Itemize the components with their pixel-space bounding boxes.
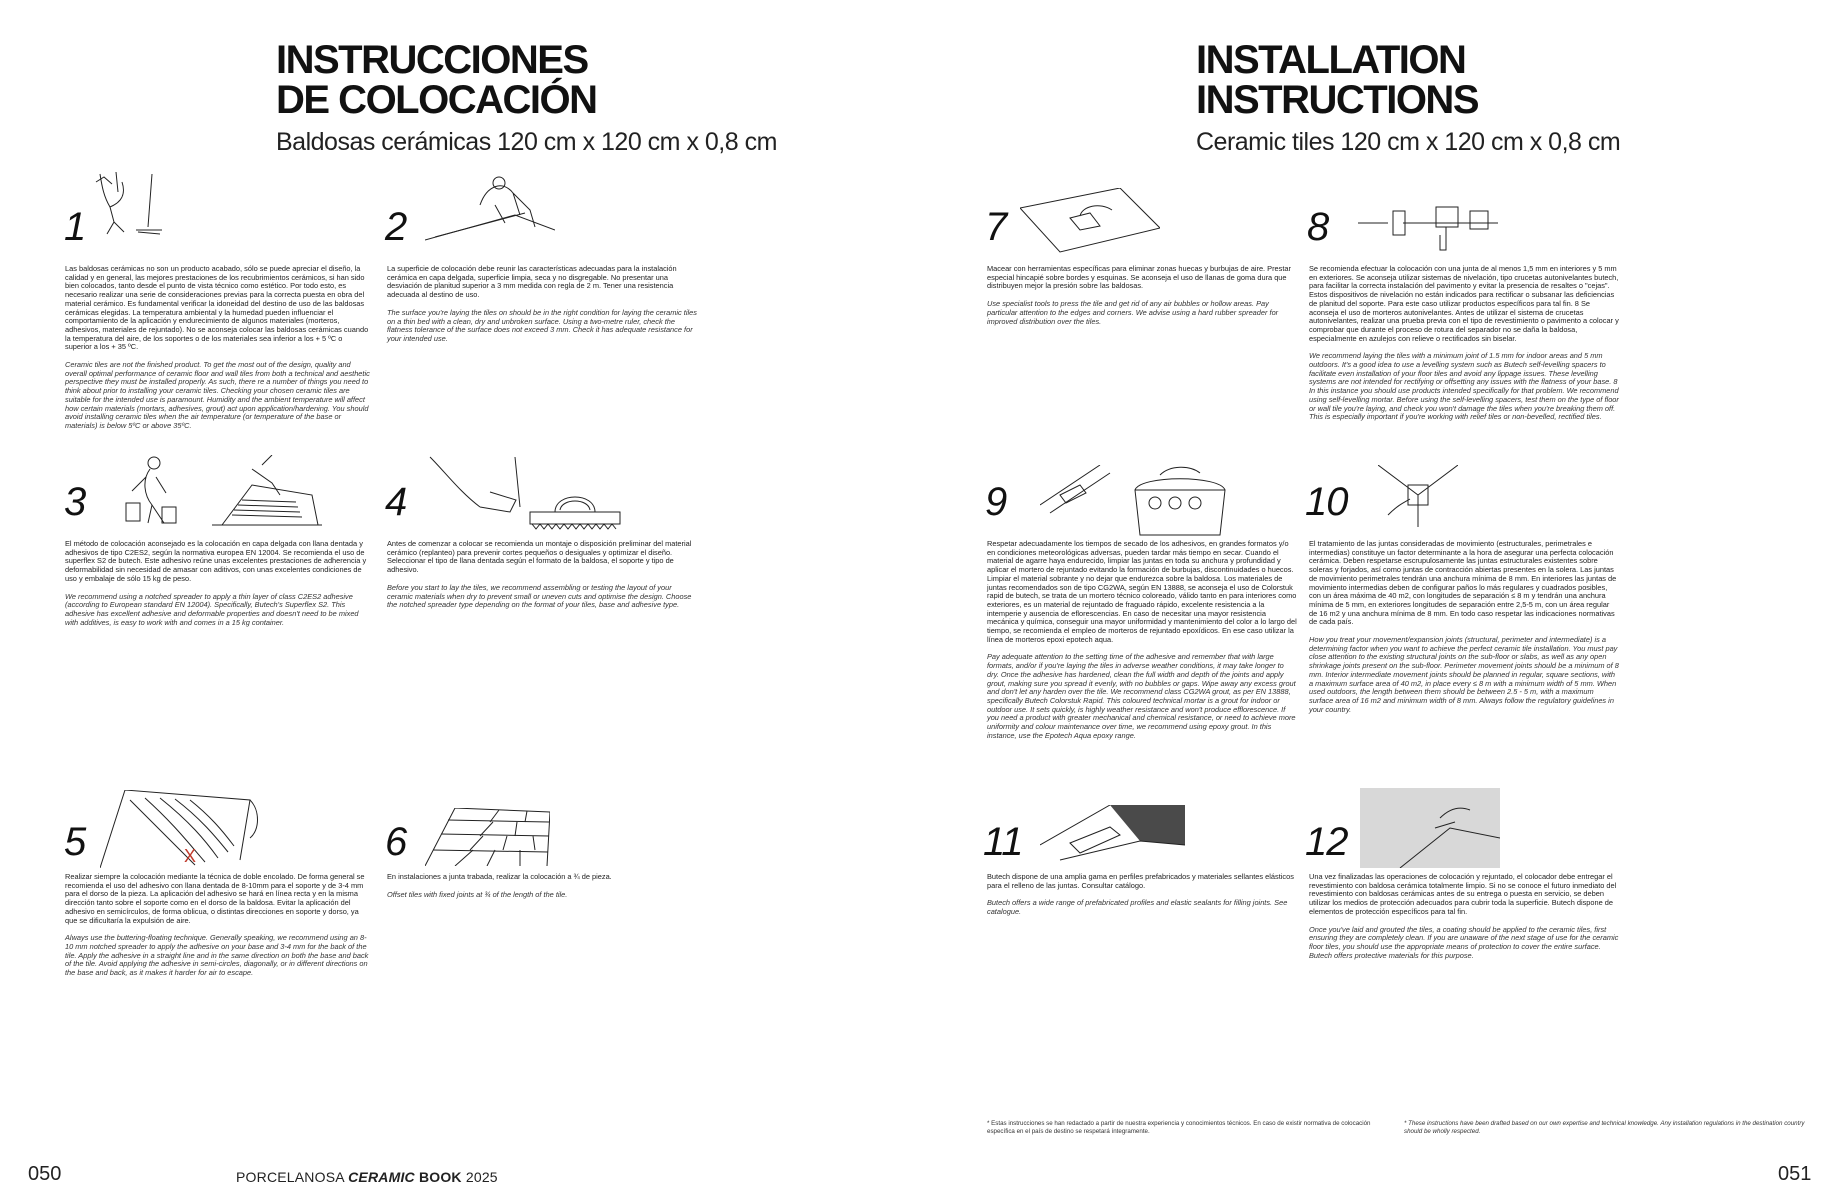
step-12-number: 12 [1305,820,1348,864]
step-2-number: 2 [385,205,407,249]
right-title-line2: INSTRUCTIONS [1196,78,1478,122]
step-2-es: La superficie de colocación debe reunir las características adecuadas para la instalación cerámica en capa delgada, superficie limpia, seca y no disgregable. No presentar una desviación de planitud superior a 3 mm medida con regla de 2 m. Tener una resistencia adecuada al destino de uso. [387,264,677,300]
step-11-text [987,873,1297,917]
profile-joint-illustration [1040,805,1185,867]
brand-porcelanosa: PORCELANOSA [236,1169,345,1185]
brand-book: BOOK [418,1169,462,1185]
brand-ceramic: CERAMIC [348,1169,415,1185]
step-6-en: Offset tiles with fixed joints at ¾ of the length of the tile. [387,889,568,899]
step-3-text [65,540,370,627]
step-10-number: 10 [1305,480,1348,524]
worker-cleaning-illustration [92,172,172,242]
step-6-text [387,873,697,899]
brand-year: 2025 [465,1169,498,1185]
step-6-number: 6 [385,820,407,864]
step-3-es: El método de colocación aconsejado es la colocación en capa delgada con llana dentada y adhesivos de tipo C2ES2, según la normativa europea EN 12004. Se recomienda el uso de superflex S2 de butech. Este adhesivo reúne unas excelentes prestaciones de adherencia y deformabilidad sin necesidad de amasar con aditivos, con unas excelentes condiciones de uso y embalaje de sólo 15 kg de peso. [65,539,367,583]
right-title-line1: INSTALLATION [1196,38,1466,82]
step-2-text [387,265,697,344]
step-8-text [1309,265,1619,422]
step-7-es: Macear con herramientas específicas para eliminar zonas huecas y burbujas de aire. Prestar especial hincapié sobre bordes y esquinas. Se aconseja el uso de llanas de goma dura que distribuyen mejor la presión sobre las baldosas. [987,264,1291,291]
step-10-en: How you treat your movement/expansion joints (structural, perimeter and intermediate) is a determining factor when you want to achieve the perfect ceramic tile installation. You must pay close attention to the existing structural joints on the sub-floor or slabs, as well as any open shrinkage joints present on the sub-floor. Perimeter movement joints should be a minimum of 8 mm. Interior intermediate movement joints should be planned in regular, square sections, with a maximum surface area of 40 m2, in place every ≤ 8 m with a minimum width of 5 mm. When used outdoors, the length between them should be between 2.5 - 5 m, with a maximum surface area of 16 m2 and minimum width of 8 mm. Always follow the regulatory guidelines in your country. [1309,635,1619,714]
step-1-en: Ceramic tiles are not the finished product. To get the most out of the design, quality and overall optimal performance of ceramic floor and wall tiles from both a technical and aesthetic perspective they must be installed properly. As such, there re a number of things you need to think about prior to installing your ceramic tiles. Checking your chosen ceramic tiles are suitable for the intended use is paramount. Humidity and the ambient temperature will affect how certain materials (mortars, adhesives, grout) act upon application/hardening. You should avoid installing ceramic tiles when the air temperature (or temperature of the base or materials) is below 5ºC or above 35ºC. [65,360,370,430]
adhesive-spreading-illustration [100,790,260,868]
step-8-es: Se recomienda efectuar la colocación con una junta de al menos 1,5 mm en interiores y 5 mm en exteriores. Se aconseja utilizar sistemas de nivelación, tipo crucetas autonivelantes butech, para facilitar la correcta instalación del pavimento y evitar la presencia de resaltes o "cejas". Estos dispositivos de nivelación no están indicados para rectificar o subsanar las deficiencias de planitud del soporte. Para este caso utilizar productos específicos para tal fin. 8 Se aconseja el uso de morteros autonivelantes. Antes de utilizar el sistema de crucetas autonivelantes, realizar una prueba previa con el tipo de revestimiento o pavimento a colocar y comprobar que durante el proceso de rotura del separador no se daña la baldosa, especialmente en azulejos con relieve o rectificados sin biselar. [1309,264,1619,343]
step-1-es: Las baldosas cerámicas no son un producto acabado, sólo se puede apreciar el diseño, la calidad y en general, las mejores prestaciones de los recubrimientos cerámicos, si han sido bien colocados, tanto desde el punto de vista técnico como estético. Por todo esto, es necesario realizar una serie de consideraciones previas para la correcta puesta en obra del material cerámico. Es fundamental verificar la idoneidad del destino de uso de las baldosas cerámicas elegidas. La temperatura ambiental y la humedad pueden influenciar el comportamiento de la aplicación y endurecimiento de algunos materiales (morteros, adhesivos, materiales de rejuntado). No se aconseja colocar las baldosas cerámicas cuando la temperatura del aire, de los soportes o de los materiales sea inferior a los + 5 ºC o superior a los + 35 ºC. [65,264,369,352]
left-title-line1: INSTRUCCIONES [276,38,588,82]
step-7-en: Use specialist tools to press the tile and get rid of any air bubbles or hollow areas. Pay particular attention to the edges and corners. We advise using a hard rubber spreader for improved distribution over the tiles. [987,299,1279,326]
floor-protection-illustration [1360,788,1500,868]
step-11-en: Butech offers a wide range of prefabricated profiles and elastic sealants for filling joints. See catalogue. [987,898,1288,917]
tile-grid-illustration [425,808,550,866]
svg-text:X: X [184,846,197,866]
right-header [1196,40,1620,157]
step-3-number: 3 [64,480,86,524]
levelling-spacer-illustration [1358,205,1498,255]
step-12-es: Una vez finalizadas las operaciones de colocación y rejuntado, el colocador debe entregar el revestimiento con baldosa cerámica totalmente limpio. Si no se conoce el futuro inmediato del revestimiento con baldosas cerámicas antes de su entrega o puesta en servicio, se deben utilizar los medios de protección adecuados para cubrir toda la superficie. Butech dispone de elementos de protección específicos para tal fin. [1309,872,1617,916]
step-7-number: 7 [985,205,1007,249]
step-6-es: En instalaciones a junta trabada, realizar la colocación a ¾ de pieza. [387,872,612,881]
step-2-en: The surface you're laying the tiles on should be in the right condition for laying the ceramic tiles on a thin bed with a clean, dry and unbroken surface. Using a two-metre ruler, check the flatness tolerance of the surface does not exceed 3 mm. Check it has adequate resistance for your intended use. [387,307,697,343]
step-1-text [65,265,370,431]
step-11-number: 11 [983,820,1023,864]
step-1-number: 1 [64,205,86,249]
step-9-es: Respetar adecuadamente los tiempos de secado de los adhesivos, en grandes formatos y/o en condiciones meteorológicas adversas, pueden tardar más tiempo en secar. Cuando el material de agarre haya endurecido, limpiar las juntas en toda su anchura y profundidad y aplicar el mortero de rejuntado evitando la formación de burbujas, discontinuidades o huecos. Limpiar el material sobrante y no dejar que endurezca sobre la baldosa. Los materiales de juntas recomendados son de tipo CG2WA, según EN 13888, se aconseja el uso de Colorstuk rapid de butech, se trata de un mortero técnico coloreado, válido tanto en para interiores como exteriores, es un material de rejuntado de fraguado rápido, excelente resistencia a la intemperie y ausencia de eflorescencias. En caso de necesitar una mayor resistencia mecánica y química, conseguir una mayor uniformidad y mantenimiento del color a lo largo del tiempo, se recomienda el empleo de morteros de rejuntado epoxídicos. En ese caso utilizar la línea de morteros epoxi epotech aqua. [987,539,1297,644]
page-number-left: 050 [28,1163,62,1185]
step-7-text [987,265,1297,326]
expansion-joint-illustration [1378,465,1458,527]
right-subtitle: Ceramic tiles 120 cm x 120 cm x 0,8 cm [1196,128,1621,156]
step-9-text [987,540,1297,740]
step-4-number: 4 [385,480,407,524]
step-5-text [65,873,370,978]
worker-measuring-illustration [425,175,555,245]
left-header [276,40,777,157]
step-5-number: 5 [64,820,86,864]
notched-trowel-illustration [420,452,630,532]
step-9-number: 9 [985,480,1007,524]
step-9-en: Pay adequate attention to the setting time of the adhesive and remember that with large formats, and/or if you're laying the tiles in adverse weather conditions, it may take longer to dry. Once the adhesive has hardened, clean the full width and depth of the joints and apply grout, making sure you spread it evenly, with no bubbles or gaps. Wipe away any excess grout and don't let any harden over the tile. We recommend class CG2WA grout, as per EN 13888, specifically Butech Colorstuk Rapid. This coloured technical mortar is a grout for indoor or outdoor use. It sets quickly, is highly weather resistance and won't produce efflorescence. If you need a product with greater mechanical and chemical resistance, or need to achieve more uniformity and colour maintenance over time, we recommend using epoxy grout. In this instance, use the Epotech Aqua epoxy range. [987,652,1296,740]
step-8-number: 8 [1307,205,1329,249]
step-11-es: Butech dispone de una amplia gama en perfiles prefabricados y materiales sellantes elásticos para el relleno de las juntas. Consultar catálogo. [987,872,1294,890]
step-12-text [1309,873,1619,960]
step-10-text [1309,540,1619,714]
step-10-es: El tratamiento de las juntas consideradas de movimiento (estructurales, perimetrales e intermedias) constituye un factor determinante a la hora de asegurar una perfecta colocación cerámica. Deben respetarse escrupulosamente las juntas estructurales existentes sobre soleras y forjados, así como juntas de contracción abiertas presentes en la solera. Las juntas de movimiento perimetrales tendrán una anchura mínima de 8 mm. En interiores las juntas de movimiento intermedias deben de configurar paños lo más regulares y cuadrados posibles, con un área máxima de 40 m2, con longitudes de separación ≤ 8 m y tendrán una anchura mínima de 5 mm, en exteriores longitudes de separación entre 2,5-5 m, con un área regular de 16 m2 y una anchura mínima de 8 mm. En todo caso respetar las indicaciones normativas de cada país. [1309,539,1617,627]
step-3-en: We recommend using a notched spreader to apply a thin layer of class C2ES2 adhesive (according to European standard EN 12004). Specifically, Butech's Superflex S2. This adhesive has excellent adhesive and deformable properties and doesn't need to be mixed with additives, is easy to work with and comes in a 15 kg container. [65,591,359,627]
tile-pressing-illustration [1020,188,1160,253]
step-4-en: Before you start to lay the tiles, we recommend assembling or testing the layout of your ceramic materials when dry to prevent small or uneven cuts and optimise the design. Choose the notched spreader type depending on the format of your tiles, base and adhesive type. [387,582,692,610]
step-8-en: We recommend laying the tiles with a minimum joint of 1.5 mm for indoor areas and 5 mm outdoors. It's a good idea to use a levelling system such as Butech self-levelling spacers to facilitate even installation of your floor tiles and avoid any lippage issues. These levelling systems are not intended for rectifying or offsetting any issues with the flatness of your base. 8 In this instance you should use products intended specifically for that problem. We recommend using self-levelling mortar. Before using the self-levelling spacers, test them on the type of floor or wall tile you're laying, and check you won't damage the tiles when you're breaking them off. This is especially important if you're working with relief tiles or non-bevelled, rectified tiles. [1309,351,1619,422]
page-number-right: 051 [1778,1163,1812,1185]
step-12-en: Once you've laid and grouted the tiles, a coating should be applied to the ceramic tiles, first ensuring they are completely clean. If you are unaware of the next stage of use for the ceramic floor tiles, you should use the appropriate means of protection to cover the entire surface. Butech offers protective materials for this purpose. [1309,924,1619,960]
left-title-line2: DE COLOCACIÓN [276,78,597,122]
step-4-text [387,540,697,610]
step-5-es: Realizar siempre la colocación mediante la técnica de doble encolado. De forma general se recomienda el uso del adhesivo con llana dentada de 8-10mm para el soporte y de 3-4 mm para el dorso de la pieza. La aplicación del adhesivo se hará en línea recta y en la misma dirección tanto sobre el soporte como en el dorso de la baldosa. Evitar la aplicación del adhesivo en semicírculos, de forma oblicua, o distintas direcciones en soporte y dorso, ya que se dificultaría la expulsión de aire. [65,872,365,925]
footnote-es: * Estas instrucciones se han redactado a partir de nuestra experiencia y conocimientos técnicos. En caso de existir normativa de colocación específica en el país de destino se respetará íntegramente. [987,1120,1371,1135]
step-4-es: Antes de comenzar a colocar se recomienda un montaje o disposición preliminar del material cerámico (replanteo) para prevenir cortes pequeños o desiguales y optimizar el diseño. Seleccionar el tipo de llana dentada según el formato de la baldosa, el soporte y tipo de adhesivo. [387,539,692,575]
worker-mixing-illustration [122,455,322,530]
left-subtitle: Baldosas cerámicas 120 cm x 120 cm x 0,8 cm [276,128,777,156]
grout-bucket-illustration [1040,465,1240,537]
brand-footer [236,1169,498,1185]
footnote-en: * These instructions have been drafted based on our own expertise and technical knowledge. Any installation regulations in the destination country should be wholly respected. [1404,1120,1805,1135]
step-5-en: Always use the buttering-floating technique. Generally speaking, we recommend using an 8-10 mm notched spreader to apply the adhesive on your base and 3-4 mm for the back of the tile. Apply the adhesive in a straight line and in the same direction on both the base and back of the tile. Avoid applying the adhesive in semi-circles, diagonally, or in different directions on the base and back, as it makes it harder for air to escape. [65,933,369,978]
